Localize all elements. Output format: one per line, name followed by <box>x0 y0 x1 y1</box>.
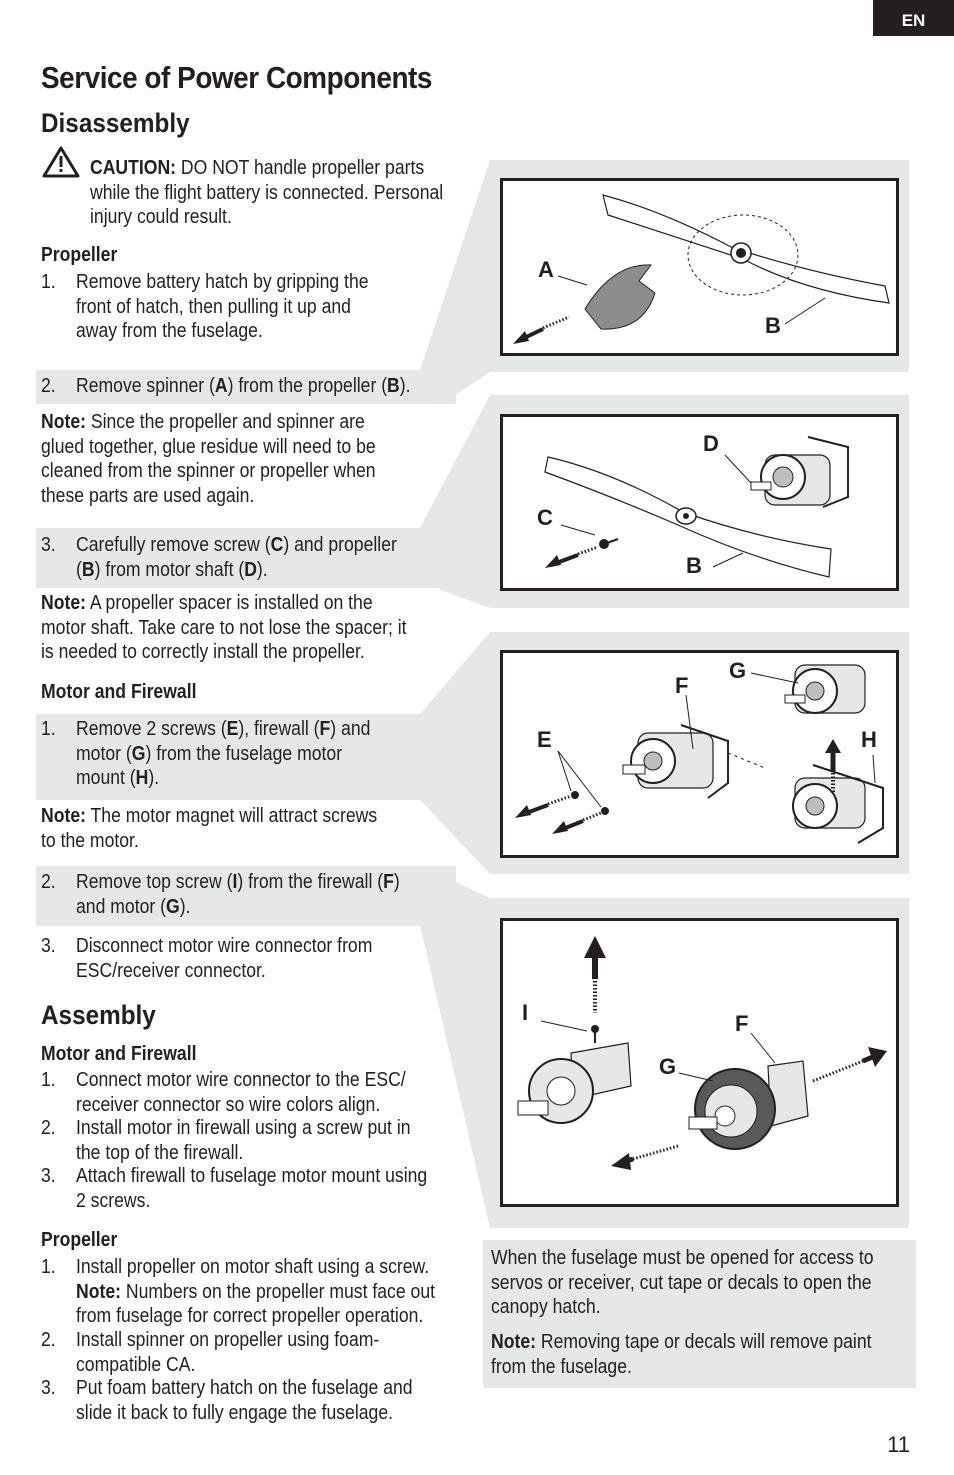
motor-firewall-heading: Motor and Firewall <box>41 681 197 703</box>
assembly-motor-step3-text: Attach firewall to fuselage motor mount using 2 screws. <box>76 1165 428 1212</box>
label-g-fig4: G <box>659 1054 677 1079</box>
label-h: H <box>861 727 877 752</box>
assembly-motor-step2-number: 2. <box>41 1117 56 1139</box>
assembly-heading: Assembly <box>41 1000 156 1030</box>
step1-text: Remove battery hatch by gripping the front of hatch, then pulling it up and away from the fuselage. <box>76 271 369 342</box>
assembly-motor-step3-number: 3. <box>41 1165 56 1187</box>
note2: Note: A propeller spacer is installed on the motor shaft. Take care to not lose the spacer; it is needed to correctly install the propeller. <box>41 592 407 663</box>
label-b-fig2: B <box>686 553 702 578</box>
step1-number: 1. <box>41 271 56 293</box>
fuselage-note-text: When the fuselage must be opened for access to servos or receiver, cut tape or decals to open the canopy hatch. <box>491 1247 874 1318</box>
assembly-motor-step1-text: Connect motor wire connector to the ESC/ receiver connector so wire colors align. <box>76 1069 406 1116</box>
page-number: 11 <box>887 1432 910 1457</box>
label-a: A <box>538 257 554 282</box>
motor-firewall-removal-illustration <box>503 653 896 855</box>
step3-text: Carefully remove screw (C) and propeller (B) from motor shaft (D). <box>76 534 397 581</box>
motor-step3-number: 3. <box>41 935 56 957</box>
step2-number: 2. <box>41 375 56 397</box>
figure-4-frame <box>500 918 899 1207</box>
note1: Note: Since the propeller and spinner are glued together, glue residue will need to be cleaned from the spinner or propeller when these parts are used again. <box>41 411 376 507</box>
disassembly-heading: Disassembly <box>41 108 190 138</box>
page-title: Service of Power Components <box>41 60 432 95</box>
motor-step3-text: Disconnect motor wire connector from ESC/receiver connector. <box>76 935 373 982</box>
label-i: I <box>522 1000 529 1025</box>
label-f: F <box>675 673 689 698</box>
motor-step1-number: 1. <box>41 718 56 740</box>
assembly-motor-step1-number: 1. <box>41 1069 56 1091</box>
assembly-prop-step3-number: 3. <box>41 1377 56 1399</box>
label-g: G <box>729 658 747 683</box>
figure-1-frame <box>500 178 899 356</box>
note3: Note: The motor magnet will attract screws to the motor. <box>41 805 378 852</box>
figure-2-frame <box>500 414 899 591</box>
propeller-spinner-illustration <box>503 181 896 353</box>
step2-text: Remove spinner (A) from the propeller (B). <box>76 375 411 397</box>
assembly-prop-step2-text: Install spinner on propeller using foam- compatible CA. <box>76 1329 380 1376</box>
motor-step2-text: Remove top screw (I) from the firewall (F) and motor (G). <box>76 871 400 918</box>
assembly-prop-step3-text: Put foam battery hatch on the fuselage and slide it back to fully engage the fuselage. <box>76 1377 413 1424</box>
assembly-prop-step1-text: Install propeller on motor shaft using a screw. Note: Numbers on the propeller must face out from fuselage for correct propeller operation. <box>76 1256 436 1327</box>
motor-step2-number: 2. <box>41 871 56 893</box>
fuselage-note-warning: Note: Removing tape or decals will remove paint from the fuselage. <box>491 1331 872 1378</box>
assembly-prop-step2-number: 2. <box>41 1329 56 1351</box>
propeller-heading: Propeller <box>41 244 118 266</box>
assembly-prop-step1-number: 1. <box>41 1256 56 1278</box>
language-tab: EN <box>873 0 954 36</box>
label-c: C <box>537 505 553 530</box>
assembly-propeller-heading: Propeller <box>41 1229 118 1251</box>
label-e: E <box>537 727 552 752</box>
label-b: B <box>765 313 781 338</box>
label-f-fig4: F <box>735 1011 749 1036</box>
label-d: D <box>703 431 719 456</box>
motor-step1-text: Remove 2 screws (E), firewall (F) and motor (G) from the fuselage motor mount (H). <box>76 718 371 789</box>
assembly-motor-step2-text: Install motor in firewall using a screw put in the top of the firewall. <box>76 1117 411 1164</box>
motor-firewall-assembly-illustration <box>503 921 896 1204</box>
figure-3-frame <box>500 650 899 858</box>
step3-number: 3. <box>41 534 56 556</box>
caution-text: CAUTION: DO NOT handle propeller parts while the flight battery is connected. Personal injury could result. <box>90 157 444 228</box>
assembly-motor-heading: Motor and Firewall <box>41 1043 197 1065</box>
warning-icon <box>42 146 80 178</box>
